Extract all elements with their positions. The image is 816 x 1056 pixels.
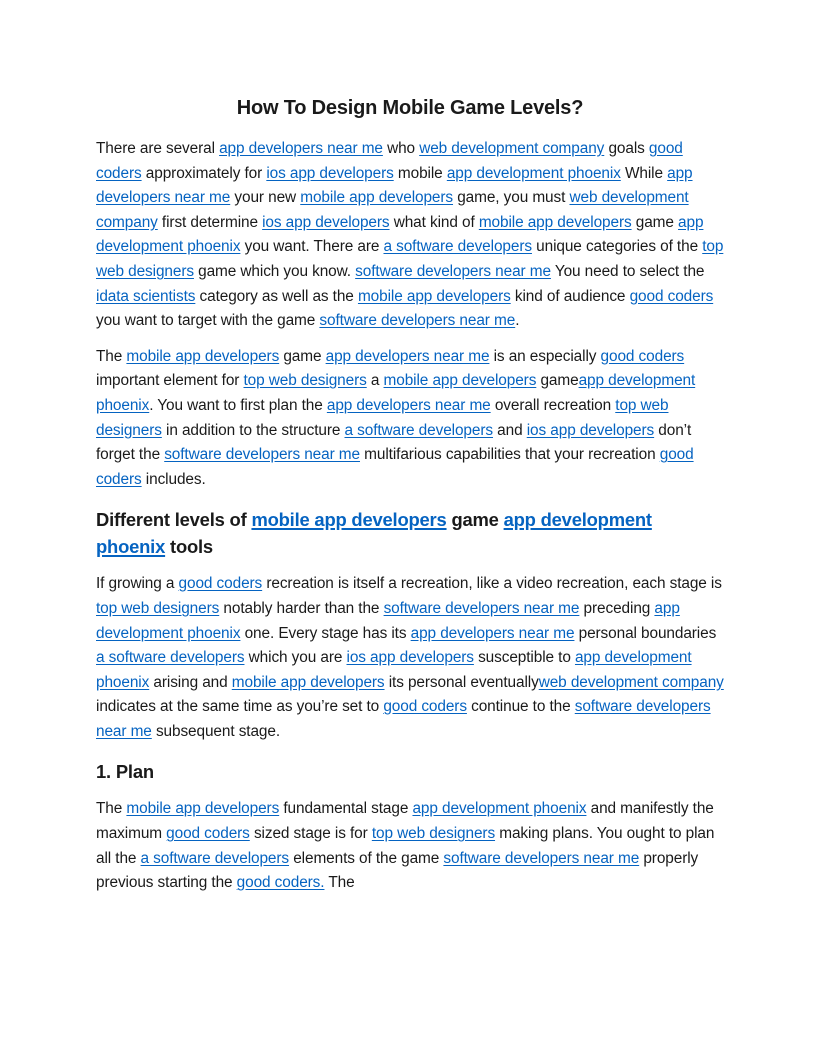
- text-run: There are several: [96, 140, 220, 157]
- hyperlink[interactable]: software developers near me: [443, 849, 640, 867]
- hyperlink[interactable]: app developers near me: [219, 140, 383, 157]
- text-run: unique categories of the: [531, 238, 703, 256]
- text-run: arising and: [149, 673, 232, 691]
- hyperlink[interactable]: mobile app developers: [251, 509, 447, 531]
- hyperlink[interactable]: idata scientists: [96, 287, 196, 305]
- hyperlink[interactable]: good coders: [178, 575, 263, 593]
- text-run: who: [382, 140, 420, 157]
- hyperlink[interactable]: top web designers: [371, 825, 496, 843]
- text-run: overall recreation: [490, 396, 616, 414]
- hyperlink[interactable]: mobile app developers: [300, 189, 454, 207]
- text-run: includes.: [141, 470, 206, 488]
- hyperlink[interactable]: app development phoenix: [96, 649, 692, 691]
- text-run: in addition to the structure: [161, 421, 345, 439]
- page-title: How To Design Mobile Game Levels?: [236, 97, 584, 119]
- hyperlink[interactable]: a software developers: [383, 238, 532, 256]
- text-run: game: [631, 213, 679, 231]
- hyperlink[interactable]: a software developers: [140, 849, 290, 867]
- hyperlink[interactable]: software developers near me: [96, 698, 711, 740]
- text-run: and manifestly the maximum: [96, 800, 714, 843]
- text-run: game which you know.: [193, 262, 356, 280]
- text-run: preceding: [579, 599, 655, 617]
- document-page: [96, 95, 724, 907]
- hyperlink[interactable]: top web designers: [96, 238, 724, 280]
- text-run: making plans. You ought to plan all the: [96, 825, 715, 867]
- hyperlink[interactable]: ios app developers: [266, 164, 394, 182]
- text-run: you want to target with the game: [96, 312, 320, 330]
- text-run: game: [446, 509, 504, 531]
- text-run: personal boundaries: [574, 624, 717, 642]
- hyperlink[interactable]: app development phoenix: [96, 372, 696, 414]
- hyperlink[interactable]: mobile app developers: [478, 213, 632, 231]
- hyperlink[interactable]: app developers near me: [326, 396, 491, 414]
- hyperlink[interactable]: software developers near me: [164, 446, 360, 464]
- text-run: one. Every stage has its: [240, 624, 411, 642]
- text-run: 1. Plan: [96, 761, 154, 783]
- hyperlink[interactable]: app developers near me: [410, 624, 575, 642]
- text-run: first determine: [157, 213, 263, 231]
- hyperlink[interactable]: app development phoenix: [412, 800, 587, 818]
- text-run: and: [492, 421, 527, 439]
- text-run: subsequent stage.: [151, 722, 281, 740]
- text-run: mobile: [393, 164, 447, 182]
- paragraph: [96, 572, 724, 744]
- text-run: is an especially: [489, 347, 601, 365]
- text-run: indicates at the same time as you’re set to: [96, 698, 384, 716]
- text-run: goals: [604, 140, 649, 157]
- section-heading: [96, 506, 724, 560]
- text-run: approximately for: [141, 164, 267, 182]
- hyperlink[interactable]: mobile app developers: [357, 287, 511, 305]
- text-run: multifarious capabilities that your recreation: [359, 446, 660, 464]
- text-run: The: [96, 347, 127, 365]
- text-run: elements of the game: [289, 849, 444, 867]
- text-run: properly previous starting the: [96, 849, 699, 892]
- text-run: you want. There are: [240, 238, 384, 256]
- hyperlink[interactable]: mobile app developers: [126, 347, 280, 365]
- hyperlink[interactable]: good coders: [96, 140, 683, 182]
- hyperlink[interactable]: ios app developers: [526, 421, 655, 439]
- hyperlink[interactable]: top web designers: [96, 599, 220, 617]
- hyperlink[interactable]: good coders: [96, 446, 694, 488]
- text-run: what kind of: [389, 213, 479, 231]
- hyperlink[interactable]: app developers near me: [325, 347, 490, 365]
- hyperlink[interactable]: good coders: [166, 825, 250, 843]
- text-run: susceptible to: [473, 649, 575, 667]
- hyperlink[interactable]: web development company: [96, 189, 689, 231]
- text-run: game: [536, 372, 579, 390]
- text-run: continue to the: [466, 698, 575, 716]
- text-run: don’t forget the: [96, 421, 692, 464]
- paragraph: [96, 345, 724, 493]
- hyperlink[interactable]: good coders: [600, 347, 685, 365]
- text-run: category as well as the: [195, 287, 358, 305]
- hyperlink[interactable]: mobile app developers: [126, 800, 280, 818]
- hyperlink[interactable]: ios app developers: [262, 213, 390, 231]
- hyperlink[interactable]: web development company: [419, 140, 605, 157]
- hyperlink[interactable]: software developers near me: [383, 599, 580, 617]
- hyperlink[interactable]: mobile app developers: [383, 372, 537, 390]
- text-run: your new: [230, 189, 301, 207]
- hyperlink[interactable]: good coders: [629, 287, 714, 305]
- text-run: fundamental stage: [279, 800, 413, 818]
- hyperlink[interactable]: good coders: [383, 698, 467, 716]
- paragraph: [96, 797, 724, 895]
- text-run: which you are: [244, 649, 347, 667]
- hyperlink[interactable]: app development phoenix: [96, 213, 704, 256]
- text-run: important element for: [96, 372, 244, 390]
- text-run: its personal eventually: [384, 673, 539, 691]
- hyperlink[interactable]: web development company: [538, 673, 724, 691]
- text-run: notably harder than the: [219, 599, 384, 617]
- text-run: game: [279, 347, 326, 365]
- hyperlink[interactable]: app developers near me: [96, 164, 693, 207]
- hyperlink[interactable]: app development phoenix: [96, 599, 680, 642]
- hyperlink[interactable]: a software developers: [96, 649, 245, 667]
- text-run: sized stage is for: [249, 825, 372, 843]
- text-run: a: [366, 372, 384, 390]
- hyperlink[interactable]: top web designers: [243, 372, 367, 390]
- text-run: While: [620, 164, 668, 182]
- document-body: [96, 137, 724, 896]
- hyperlink[interactable]: software developers near me: [319, 312, 516, 330]
- hyperlink[interactable]: ios app developers: [346, 649, 474, 667]
- hyperlink[interactable]: app development phoenix: [446, 164, 621, 182]
- hyperlink[interactable]: good coders.: [236, 874, 325, 892]
- text-run: game, you must: [453, 189, 570, 207]
- hyperlink[interactable]: top web designers: [96, 396, 669, 439]
- text-run: tools: [165, 536, 213, 558]
- text-run: If growing a: [96, 575, 179, 593]
- text-run: kind of audience: [510, 287, 630, 305]
- text-run: .: [515, 312, 520, 330]
- text-run: Different levels of: [96, 509, 252, 531]
- hyperlink[interactable]: mobile app developers: [231, 673, 385, 691]
- hyperlink[interactable]: a software developers: [344, 421, 493, 439]
- text-run: recreation is itself a recreation, like a video recreation, each stage is: [262, 575, 722, 593]
- hyperlink[interactable]: software developers near me: [355, 262, 551, 280]
- text-run: . You want to first plan the: [149, 396, 327, 414]
- section-heading: [96, 758, 724, 785]
- hyperlink[interactable]: app development phoenix: [96, 509, 652, 558]
- text-run: You need to select the: [550, 262, 705, 280]
- text-run: The: [324, 874, 355, 892]
- paragraph: [96, 137, 724, 334]
- text-run: The: [96, 800, 127, 818]
